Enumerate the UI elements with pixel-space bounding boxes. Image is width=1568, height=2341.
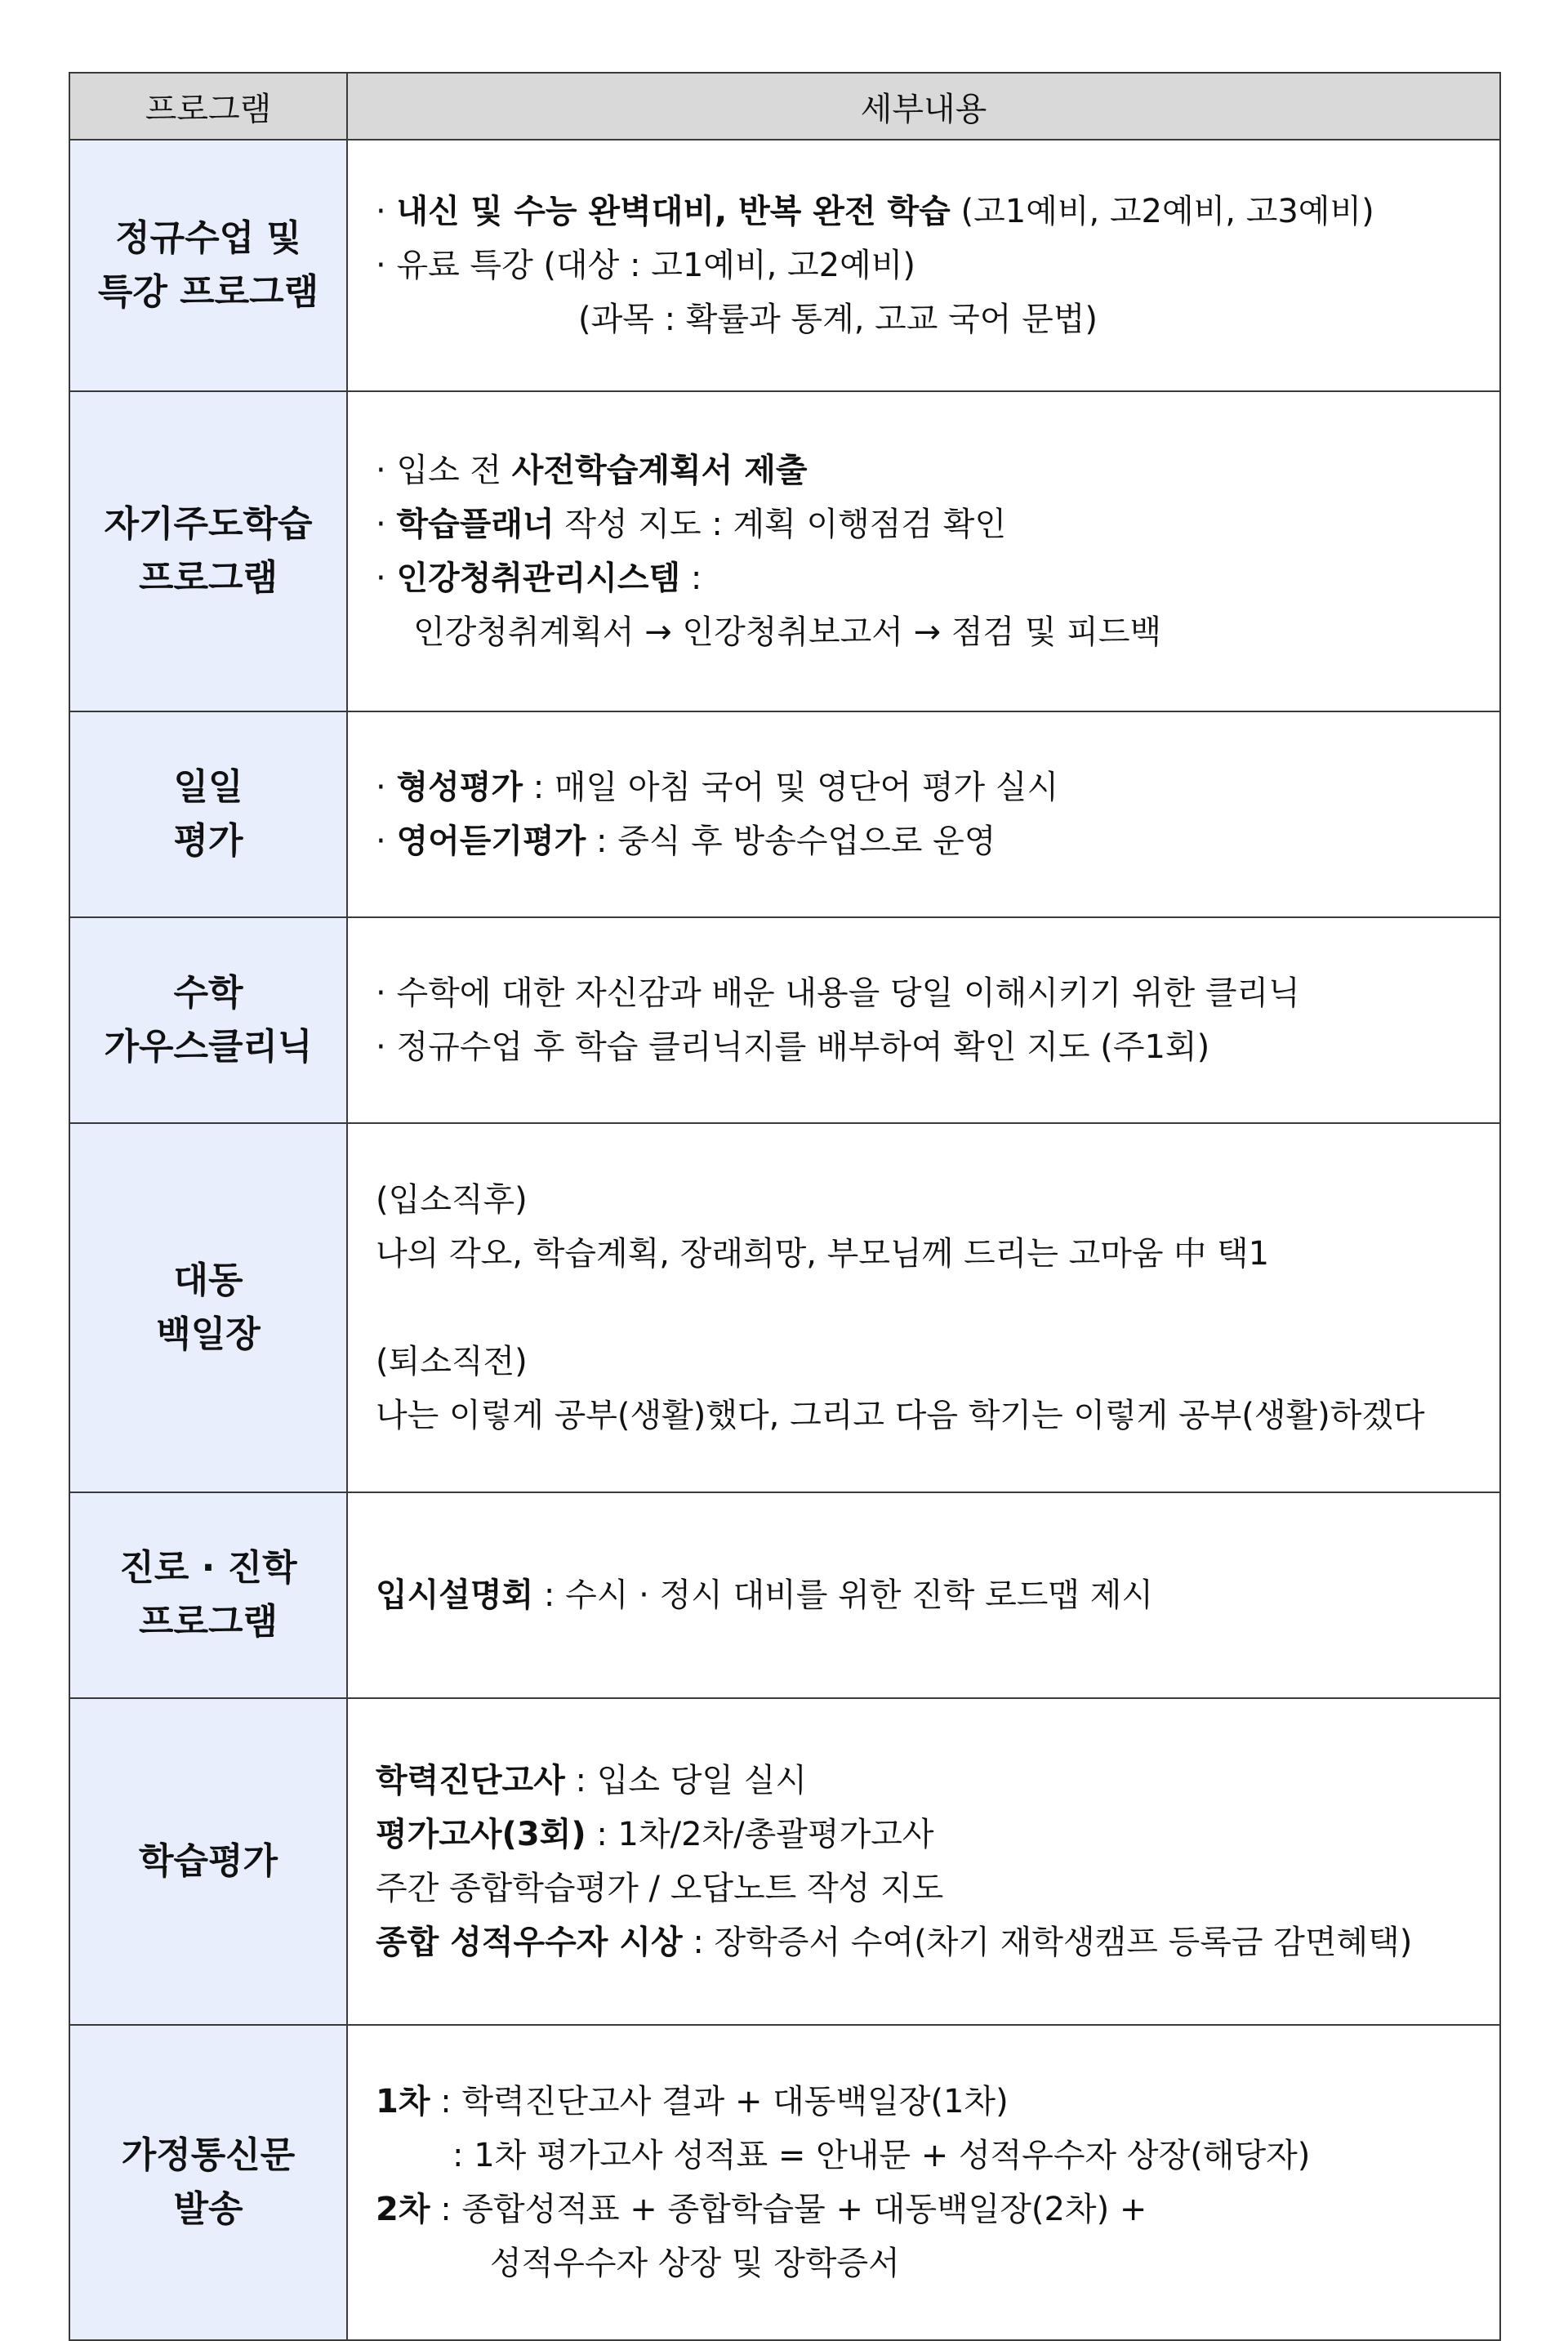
category-cell: 가정통신문 발송 [69, 2025, 347, 2340]
detail-cell [347, 1698, 1500, 2025]
detail-line: : 1차 평가고사 성적표 = 안내문 + 성적우수자 상장(해당자) [452, 2137, 1311, 2174]
category-cell: 대동 백일장 [69, 1123, 347, 1492]
detail-line: (퇴소직전) [376, 1343, 528, 1380]
detail-cell [347, 391, 1500, 711]
detail-line: · 내신 및 수능 완벽대비, 반복 완전 학습 (고1예비, 고2예비, 고3예비) [376, 193, 1374, 230]
detail-line: 학력진단고사 : 입소 당일 실시 [376, 1762, 808, 1799]
category-cell: 자기주도학습 프로그램 [69, 391, 347, 711]
category-cell: 정규수업 및 특강 프로그램 [69, 140, 347, 391]
table-row [69, 391, 1500, 711]
header-program: 프로그램 [69, 73, 347, 140]
detail-line: 종합 성적우수자 시상 : 장학증서 수여(차기 재학생캠프 등록금 감면혜택) [376, 1924, 1413, 1961]
detail-line: 1차 : 학력진단고사 결과 + 대동백일장(1차) [376, 2083, 1009, 2120]
detail-cell [347, 140, 1500, 391]
detail-line: · 입소 전 사전학습계획서 제출 [376, 452, 808, 489]
table-row [69, 1123, 1500, 1492]
table-row [69, 711, 1500, 917]
detail-line: 나는 이렇게 공부(생활)했다, 그리고 다음 학기는 이렇게 공부(생활)하겠다 [376, 1397, 1425, 1434]
detail-line: 성적우수자 상장 및 장학증서 [490, 2245, 900, 2282]
detail-cell [347, 711, 1500, 917]
program-table [69, 72, 1501, 2341]
detail-line: · 유료 특강 (대상 : 고1예비, 고2예비) [376, 247, 915, 284]
detail-line: · 정규수업 후 학습 클리닉지를 배부하여 확인 지도 (주1회) [376, 1028, 1210, 1066]
table-row [69, 1492, 1500, 1698]
table-row [69, 2025, 1500, 2340]
detail-line: 평가고사(3회) : 1차/2차/총괄평가고사 [376, 1816, 934, 1853]
detail-line: (입소직후) [376, 1181, 528, 1219]
category-cell: 일일 평가 [69, 711, 347, 917]
detail-line: 나의 각오, 학습계획, 장래희망, 부모님께 드리는 고마움 中 택1 [376, 1235, 1270, 1273]
detail-cell [347, 917, 1500, 1123]
detail-line: 인강청취계획서 → 인강청취보고서 → 점검 및 피드백 [413, 613, 1162, 651]
detail-cell [347, 1492, 1500, 1698]
detail-line: 2차 : 종합성적표 + 종합학습물 + 대동백일장(2차) + [376, 2191, 1147, 2228]
table-row [69, 1698, 1500, 2025]
category-cell: 학습평가 [69, 1698, 347, 2025]
detail-line: 주간 종합학습평가 / 오답노트 작성 지도 [376, 1870, 944, 1907]
detail-line: · 형성평가 : 매일 아침 국어 및 영단어 평가 실시 [376, 769, 1059, 806]
detail-cell [347, 2025, 1500, 2340]
category-cell: 수학 가우스클리닉 [69, 917, 347, 1123]
detail-line: · 인강청취관리시스템 : [376, 560, 702, 597]
category-cell: 진로 · 진학 프로그램 [69, 1492, 347, 1698]
detail-line: · 수학에 대한 자신감과 배운 내용을 당일 이해시키기 위한 클리닉 [376, 974, 1300, 1012]
header-details: 세부내용 [347, 73, 1500, 140]
table-row [69, 140, 1500, 391]
detail-line: · 학습플래너 작성 지도 : 계획 이행점검 확인 [376, 506, 1007, 543]
detail-line: · 영어듣기평가 : 중식 후 방송수업으로 운영 [376, 823, 996, 860]
table-header-row [69, 73, 1500, 140]
table-row [69, 917, 1500, 1123]
detail-line: 입시설명회 : 수시 · 정시 대비를 위한 진학 로드맵 제시 [376, 1576, 1154, 1614]
spacer [394, 1281, 1483, 1335]
detail-cell [347, 1123, 1500, 1492]
detail-line: (과목 : 확률과 통계, 고교 국어 문법) [578, 301, 1098, 338]
